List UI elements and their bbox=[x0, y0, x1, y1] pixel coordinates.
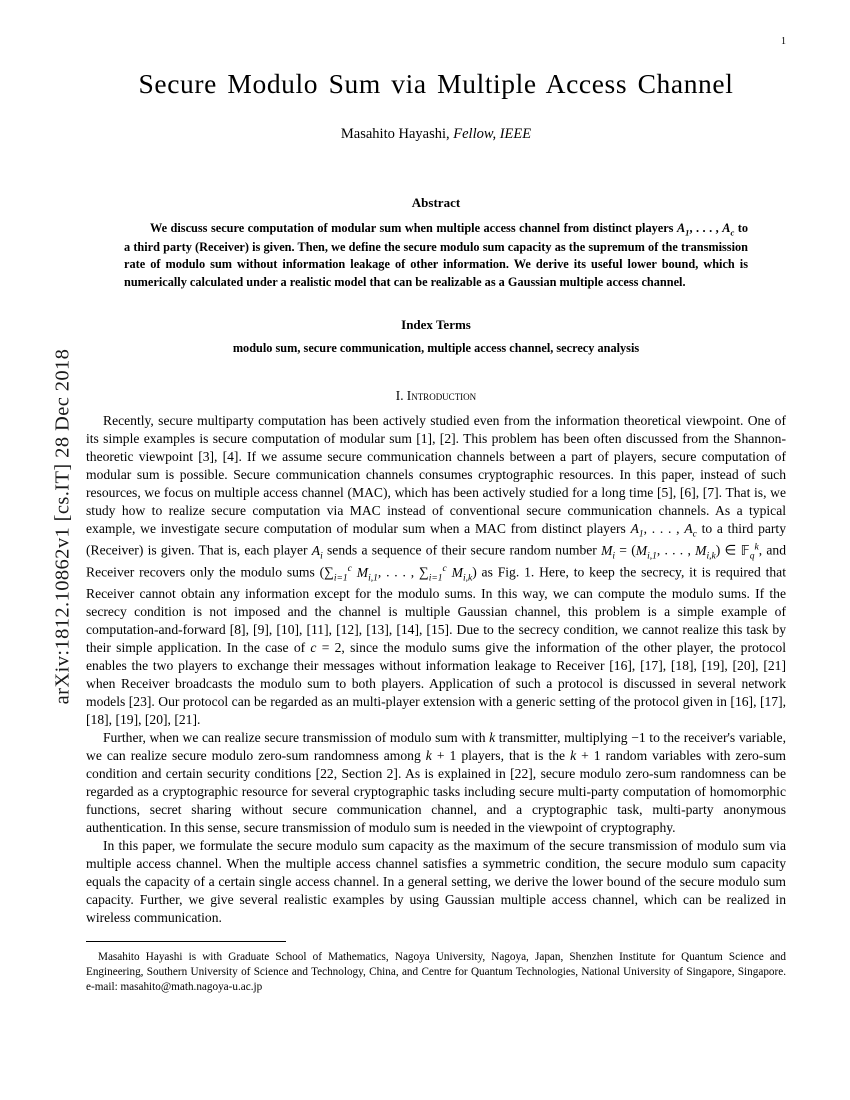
page-number: 1 bbox=[781, 36, 786, 47]
section-number: I. bbox=[395, 388, 404, 404]
footnote-divider bbox=[86, 941, 286, 942]
footnote-author-affiliation: Masahito Hayashi is with Graduate School of Mathematics, Nagoya University, Nagoya, Japan, Shenzhen Institute for Quantum Science and Engineering, Southern University of Science and Technology, China, and Centre for Quantum Technologies, National University of Singapore, Singapore. e-mail: masahito@math.nagoya-u.ac.jp bbox=[86, 951, 786, 993]
paper-content bbox=[86, 58, 786, 995]
author-line bbox=[86, 126, 786, 143]
section-heading-introduction bbox=[86, 388, 786, 404]
author-role: Fellow, IEEE bbox=[453, 126, 532, 142]
index-terms-body: modulo sum, secure communication, multiple access channel, secrecy analysis bbox=[232, 341, 640, 356]
abstract-heading: Abstract bbox=[411, 195, 461, 210]
intro-paragraph-1: Recently, secure multiparty computation has been actively studied even from the information theoretical viewpoint. One of its simple examples is secure computation of modular sum [1], [2]. This problem has been often discussed from the Shannon-theoretic viewpoint [3], [4]. If we assume secure communication channels between a part of players, secure computation of modular sum is possible. Secure communication channels consumes cryptographic resources. In this paper, instead of such resources, we focus on multiple access channel (MAC), which has been actively studied for a long time [5], [6], [7]. That is, we study how to realize secure computation via MAC instead of conventional secure communication channels. As a typical example, we investigate secure computation of modular sum when a MAC from distinct players $A_1$, . . . , $A_c$ to a third party (Receiver) is given. That is, each player $A_i$ sends a sequence of their secure random number $M_i = (M_{i,1}$, . . . , $M_{i,k}$) ∈ 𝔽$_q^k$, and Receiver recovers only the modulo sums ($\sum_{i=1}^c$ $M_{i,1}$, . . . , $\sum_{i=1}^c$ $M_{i,k}$) as Fig. 1. Here, to keep the secrecy, it is required that Receiver cannot obtain any information except for the modulo sums. In this way, we can compute the modulo sums. If the secrecy condition is not imposed and the channel is multiple Gaussian channel, this problem is a simple example of computation-and-forward [8], [9], [10], [11], [12], [13], [14], [15]. Due to the secrecy condition, we cannot realize this task by their simple application. In the case of c = 2, since the modulo sums give the information of the other player, the protocol enables the two players to exchange their messages without information leakage to Receiver [16], [17], [18], [19], [20], [21] when Receiver broadcasts the modulo sum to both players. Application of such a protocol is discussed in several network models [23]. Our protocol can be regarded as an multi-player extension with a generic setting of the protocol given in [16], [17], [18], [19], [20], [21]. bbox=[86, 413, 787, 728]
intro-paragraph-2: Further, when we can realize secure transmission of modulo sum with k transmitter, multiplying −1 to the receiver's variable, we can realize secure modulo zero-sum randomness among k + 1 players, that is the k + 1 random variables with zero-sum condition and certain security conditions [22, Section 2]. As is explained in [22], secure modulo zero-sum randomness can be regarded as a cryptographic resource for several cryptographic tasks including secure multi-party computation of homomorphic functions, secret sharing without secure communication channel, and a cryptographic task, multi-party anonymous authentication. In this sense, secure transmission of modulo sum is needed in the viewpoint of cryptography. bbox=[86, 730, 786, 836]
author-name: Masahito Hayashi, bbox=[340, 126, 450, 142]
abstract-body: We discuss secure computation of modular sum when multiple access channel from distinct players $A_1$, . . . , $A_c$ to a third party (Receiver) is given. Then, we define the secure modulo sum capacity as the supremum of the transmission rate of modulo sum without information leakage of other information. We derive its useful lower bound, which is numerically calculated under a realistic model that can be realizable as a Gaussian multiple access channel. bbox=[124, 221, 748, 289]
page-title: Secure Modulo Sum via Multiple Access Channel bbox=[138, 68, 734, 99]
index-terms-heading: Index Terms bbox=[401, 317, 471, 333]
arxiv-stamp: arXiv:1812.10862v1 [cs.IT] 28 Dec 2018 bbox=[51, 348, 74, 705]
intro-paragraph-3: In this paper, we formulate the secure modulo sum capacity as the maximum of the secure transmission of modulo sum via multiple access channel. When the multiple access channel satisfies a symmetric condition, the secure modulo sum capacity equals the capacity of a certain single access channel. In a general setting, we derive the lower bound of the secure modulo sum capacity. Further, we give several realistic examples by using Gaussian multiple access channel, which can be realized in wireless communication. bbox=[86, 838, 786, 926]
section-title: Introduction bbox=[406, 388, 477, 404]
